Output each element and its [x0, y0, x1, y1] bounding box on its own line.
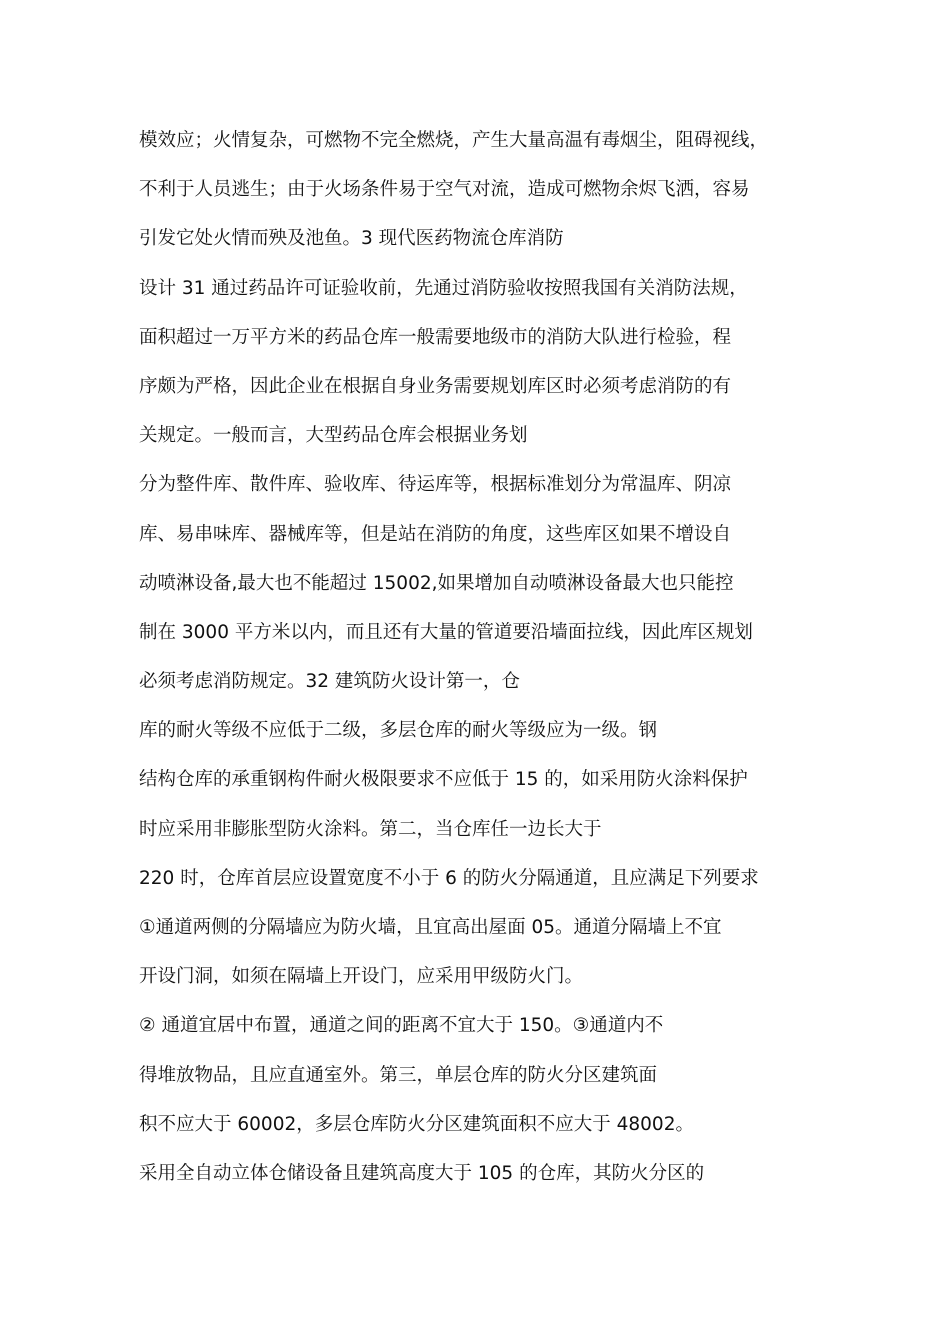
- text-line: 采用全自动立体仓储设备且建筑高度大于 105 的仓库，其防火分区的: [139, 1162, 705, 1184]
- text-line: 面积超过一万平方米的药品仓库一般需要地级市的消防大队进行检验，程: [139, 326, 732, 348]
- text-line: 库的耐火等级不应低于二级，多层仓库的耐火等级应为一级。钢: [139, 720, 658, 742]
- text-line: 时应采用非膨胀型防火涂料。第二，当仓库任一边长大于: [139, 818, 602, 840]
- text-line: ② 通道宜居中布置，通道之间的距离不宜大于 150。③通道内不: [139, 1015, 664, 1037]
- text-line: 220 时，仓库首层应设置宽度不小于 6 的防火分隔通道，且应满足下列要求: [139, 867, 759, 889]
- text-line: 积不应大于 60002，多层仓库防火分区建筑面积不应大于 48002。: [139, 1113, 694, 1135]
- text-line: 开设门洞，如须在隔墙上开设门，应采用甲级防火门。: [139, 966, 584, 988]
- text-line: 关规定。一般而言，大型药品仓库会根据业务划: [139, 425, 528, 447]
- text-line: 分为整件库、散件库、验收库、待运库等，根据标准划分为常温库、阴凉: [139, 474, 732, 496]
- text-line: 结构仓库的承重钢构件耐火极限要求不应低于 15 的，如采用防火涂料保护: [139, 769, 748, 791]
- document-text: [139, 121, 829, 1203]
- text-line: 引发它处火情而殃及池鱼。3 现代医药物流仓库消防: [139, 228, 564, 250]
- text-line: 动喷淋设备,最大也不能超过 15002,如果增加自动喷淋设备最大也只能控: [139, 572, 734, 594]
- text-line: 得堆放物品，且应直通室外。第三，单层仓库的防火分区建筑面: [139, 1064, 658, 1086]
- text-line: 必须考虑消防规定。32 建筑防火设计第一，仓: [139, 671, 520, 693]
- text-line: 序颇为严格，因此企业在根据自身业务需要规划库区时必须考虑消防的有: [139, 375, 732, 397]
- text-line: ①通道两侧的分隔墙应为防火墙，且宜高出屋面 05。通道分隔墙上不宜: [139, 917, 722, 938]
- text-line: 库、易串味库、器械库等，但是站在消防的角度，这些库区如果不增设自: [139, 523, 732, 545]
- text-line: 不利于人员逃生；由于火场条件易于空气对流，造成可燃物余烬飞洒，容易: [139, 179, 750, 201]
- text-line: 设计 31 通过药品许可证验收前，先通过消防验收按照我国有关消防法规，: [139, 277, 748, 299]
- text-line: 制在 3000 平方米以内，而且还有大量的管道要沿墙面拉线，因此库区规划: [139, 621, 753, 643]
- text-line: 模效应；火情复杂，可燃物不完全燃烧，产生大量高温有毒烟尘，阻碍视线，: [139, 130, 769, 151]
